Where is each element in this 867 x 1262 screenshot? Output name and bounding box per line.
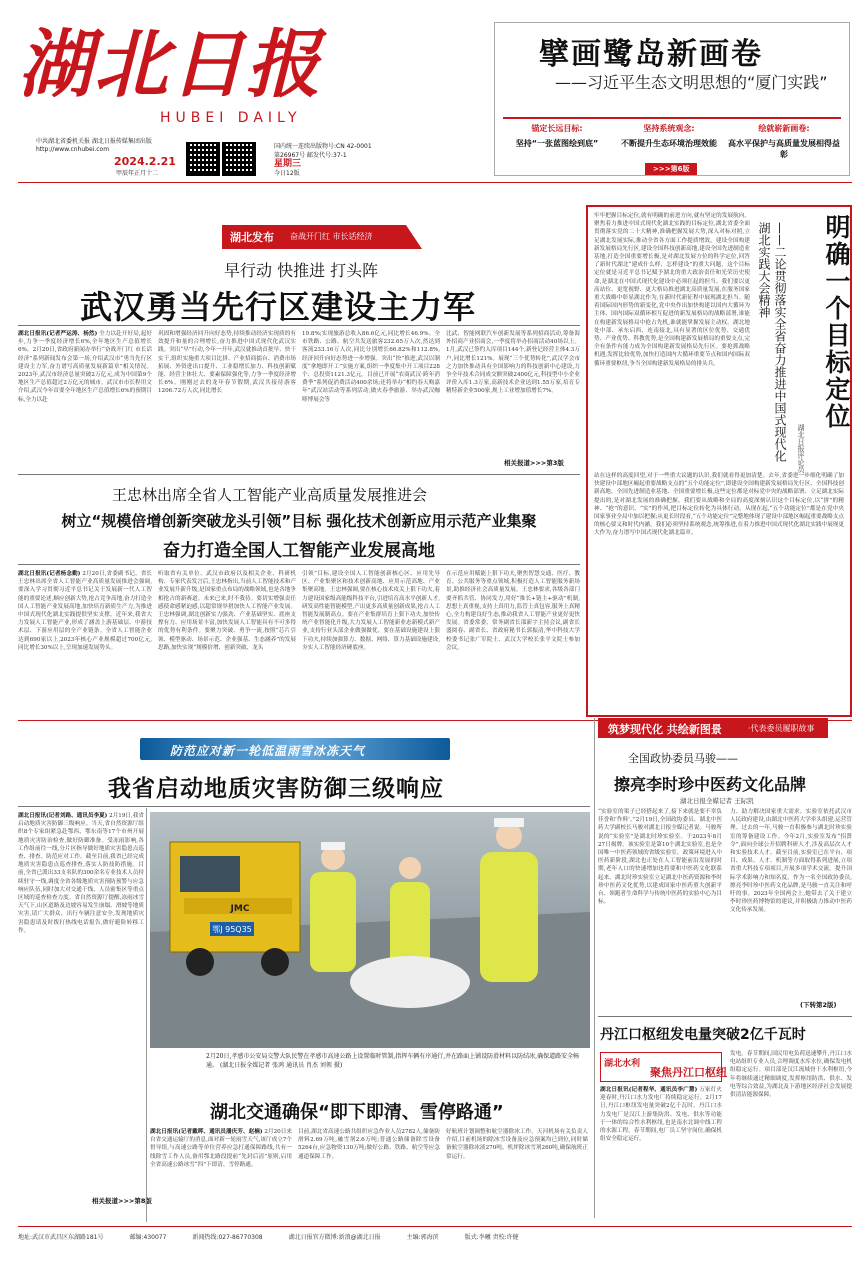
tea-col-2: 力、助力解决国家重大需求。实验室依托武汉市人民政府建设,由湖北中医药大学牵头组建,运营管理。过去的一年,马骏一直积极参与湖北时珍实验室的筹备建设工作。今年2月,实验室发布“招贤令”,面向全球公开招聘科研人才,涉及高层次人才和实验技术人才。截至目前,实验室已在平台、项目、成果、人才、机制等方面取得系列进展,立项省重大科技专项项目,开展多项学术交流。提升国际学术影响力和知名度。作为一名全国政协委员,擦亮李时珍中医药文化品牌,是马骏一直关注和呼吁的事。2023年全国两会上,她带去了关于建立李时珍医药博物馆的建议,并积极助力推动中医药文化传承发展。 xyxy=(730,809,852,914)
traffic-col-3: 好航班计划调整和航空器除冰工作。天河机场有关负责人介绍,目前机场的除冰雪设备及应急预案均已到位,同时储备航空器除冰液270吨、机坪除冰雪剂260吨,确保航班正常运行。 xyxy=(446,1129,588,1160)
headline-more-link[interactable]: >>>第6版 xyxy=(645,163,697,175)
danjiang-col-2: 发电。春节期间,国民用电负荷迅速攀升,丹江口水电站组织专业人员,合理调度水库水位,确保发电机组稳定运行。项目部是汉江流域骨干水利枢纽,今年将继续通过精细调度,发挥枢纽防洪、供水、发电等综合效益,为湖北及下游地区经济社会发展提供清洁能源保障。 xyxy=(730,1051,852,1099)
page-count: 今日12版 xyxy=(274,170,300,177)
headline-point-2 xyxy=(613,123,725,160)
commentary-body-2: 站在这样的高度回望,对于一些重大议题的认识,我们就看得更加清楚。去年,省委进一步细化明确了加快建设中部地区崛起重要战略支点的“五个功能定位”,即建设全国构建新发展格局先行区、全国科技创新高地、全国先进制造业基地、全国重要增长极,这些定位都是对标党中央的战略部署、立足湖北实际提出的,是对湖北发展的准确把握。我们要从战略和全局的高度深刻认识这个目标定位,以“拼”的精神、“抢”的意识、“实”的作风,把目标定位转化为具体行动。从现在起,“五个功能定位”都是在党中央国家事业全局中加以把握;从更长时段看,“五个功能定位”完整地体现了建设中部地区崛起重要战略支点的核心要义和时代内涵。我们必须坚持系统观念,统筹推进,在着力推进中国式现代化湖北实践中展现更大作为,奋力谱写中国式现代化湖北篇章。 xyxy=(594,473,844,537)
point-label: 锚定长远目标: xyxy=(531,124,583,133)
photo-truck-brand: JMC xyxy=(230,904,250,914)
geo-text: 2月19日,我省启动地质灾害防御三级响应。当天,省自然资源厅组织8个专家组紧急赴鄂西、鄂东南等17个市州开展地质灾害防治检查,做好防御准备。受冻雨影响,各工作组前往一线,分片区指导做好地质灾害隐患点巡查、排查、防范应对工作。截至目前,我省已经完成地质灾害隐患点巡查排查,落实人防技防措施。目前,全省已派出33支名队的300余名专业技术人员持续驻守一线,调度全省各级地质灾害预防预警与应急响应队伍,同时加大对交通干线、人员密集区等重点区域的巡查检查力度。省自然资源厅提醒,冻雨冰雪天气下,山区道路及边坡容易发生崩塌、滑坡等地质灾害,请广大群众、出行车辆注意安全,发现地质灾害隐患请及时拨打热线电话报告,做好避险转移工作。 xyxy=(18,813,144,934)
headline-point-3 xyxy=(725,123,843,160)
release-brand: 湖北发布 xyxy=(230,231,274,244)
commentary-body-1: 牢牢把握目标定位,就有明确的前进方向,就有坚定的发展航向。聚焦着力推进中国式现代化湖北实践的目标定位,湖北省委全面贯彻落实党的二十大精神,准确把握发展大势,深入对标对照,立足湖北发展实际,推动全省各方面工作提质增效。建设全国构建新发展格局先行区,建设全国科技创新高地,建设全国先进制造业基地,打造全国重要增长极,是对湖北发展方位的科学定位,回答了新时代湖北“建成什么样、怎样建设”的重大问题。这个目标定位就是习近平总书记赋予湖北的重大政治责任和光荣历史使命,是湖北在中国式现代化建设中必须扛起的担当。我们要以更高站位、更宽视野、更大格局推进湖北高质量发展,在服务国家重大战略中彰显湖北作为,在新时代新征程中展现湖北担当。随着国际国内形势的新变化,党中央作出加快构建以国内大循环为主体、国内国际双循环相互促进的新发展格局的战略部署,谁能在构建新发展格局中抢占先机,谁就能掌握发展主动权。湖北地处中部、承东启西、连南接北,具有显著的区位优势、交通优势、产业优势、科教优势,是全国构建新发展格局的重要支点,完全有条件有能力成为全国构建新发展格局先行区。要抢抓战略机遇,发挥比较优势,加快打造国内大循环重要节点和国内国际双循环重要枢纽,争当全国构建新发展格局的排头兵。 xyxy=(594,213,750,367)
masthead-logo xyxy=(18,20,488,120)
headline-box-subtitle: ——习近平生态文明思想的“厦门实践” xyxy=(555,73,828,92)
release-tagline: 奋战开门红 市长话经济 xyxy=(290,232,373,241)
masthead-info xyxy=(36,138,206,154)
tea-band-tail: ·代表委员履职故事 xyxy=(748,724,815,733)
frost-banner-text: 防范应对新一轮低温雨雪冰冻天气 xyxy=(170,744,366,758)
photo-scene xyxy=(150,812,590,1048)
wuhan-title[interactable]: 武汉勇当先行区建设主力军 xyxy=(80,288,477,326)
issue-date: 2024.2.21 xyxy=(114,155,176,168)
footer-tel: 新闻热线:027-86770308 xyxy=(192,1234,263,1241)
geo-more-link[interactable]: 相关报道>>>第8版 xyxy=(92,1197,152,1205)
photo-plate: 鄂J 95Q35 xyxy=(212,925,252,934)
traffic-col-2: 目前,湖北省高速公路共组织应急作业人员2782人,储备防滑料2.69万吨,融雪剂2.6万吨;普通公路储备除雪设备5264台,应急物资130万吨;做好公路、铁路、航空等应急通道保障工作。 xyxy=(298,1129,440,1160)
tea-kicker: 全国政协委员马骏—— xyxy=(628,752,738,765)
ai-text: 2月20日,省委副书记、省长王忠林出席全省人工智能产业高质量发展推进会强调,要深入学习贯彻习近平总书记关于发展新一代人工智能的重要论述,顺应创新大势,抢占竞争高地,奋力打造全国人工智能产业发展高地,加快培育新质生产力,为推进中国式现代化湖北实践提供坚实支撑。近年来,我省大力发展人工智能产业,形成了涵盖上游基础层、中游技术层、下游应用层的全产业链条。全省人工智能企业达到690家以上,2023年核心产业规模超过700亿元,同比增长30%以上,呈现加速发展势头。 xyxy=(18,571,152,651)
footer-editor: 主编:郭海滨 xyxy=(406,1234,439,1241)
wuhan-col-3: 19.8%;实现旅游总收入86.6亿元,同比增长46.9%。全市铁路、公路、航空共发送旅客232.65万人次,然达到客流233.16万人次,同比分别增长66.82%和112.8%,经济回升向好态势进一步增强。突出“快”推进,武汉以制度“拿地即开工”实施方案,组织一季度集中开工项目228个、总投资1121.3亿元。目前已开展“农商武汉·跨年消费季”系列促消费活动400余场;还将举办“相约春天购嘉年”武汉站活动等系列活动,做火春季旅游、举办武汉咖啡博展会等 xyxy=(302,331,440,403)
masthead-pinyin: HUBEI DAILY xyxy=(160,110,302,126)
danjiang-byline: 湖北日报讯(记者程华、通讯员李广慧) xyxy=(600,1087,698,1093)
headline-point-1 xyxy=(501,123,613,160)
ai-col-1 xyxy=(18,570,152,714)
website-link[interactable]: http://www.cnhubei.com xyxy=(36,146,110,153)
ai-col-2: 听取省有关单位、武汉市政府以及相关企业、科研机构、专家代表发言后,王忠林指出,当前人工智能技术和产业发展升新升级,是国家重点布局的战略领域,也是各地争相抢占的新赛道。未来已来,时不我待。要切实增强责任感使命感紧迫感,以超常规举措加快人工智能产业发展。王忠林强调,湖北创新实力强劲、产业基础坚实、底座支撑有力、应用场景丰富,加快发展人工智能具有不可多得的优势有利条件。要聚力突破、勇争一流,按照“芯片引领、模型驱动、场景示范、企业强基、生态涵养”的发展思路,加快实现“规模倍增、创新突破、龙头 xyxy=(158,571,296,651)
tea-title[interactable]: 擦亮李时珍中医药文化品牌 xyxy=(614,775,807,794)
publisher-info: 中共湖北省委机关报 湖北日报传媒集团出版 xyxy=(36,138,152,145)
ai-byline: 湖北日报讯(记者杨念勤) xyxy=(18,571,81,577)
danjiang-text: 万家灯火迎春时,丹江口水力发电厂持续稳定运行。2月17日,丹江口枢纽发电量突破2亿千瓦时。丹江口水力发电厂是汉江上游集防洪、发电、供水等功能于一体的综合性水利枢纽,也是南水北调中线工程的水源工程。春节期间,电厂员工坚守岗位,确保机组安全稳定运行。 xyxy=(600,1087,722,1143)
traffic-byline: 湖北日报讯(记者戴晖、通讯员潘庆芳、赵楠) xyxy=(150,1129,263,1135)
wuhan-text: 全力以赴开好局,起好步,力争一季度经济增长6%,全年地区生产总值增长6%。2月20日,省政府新闻办举行“奋战开门红 市长话经济”系列新闻发布会第一场,介绍武汉市“勇当先行区建设主力军,奋力谱写高质量发展新篇章”相关情况。2023年,武汉市经济总量突破2万亿元,成为中国第9个地区生产总值超过2万亿元的城市。武汉市市长程用文介绍,武汉今年首要全年地区生产总值增长6%的预期目标,全力以赴 xyxy=(18,331,152,403)
danjiang-badge-text: 聚焦丹江口枢纽 xyxy=(650,1066,727,1079)
issue-number: 第26967号 邮发代号:37-1 xyxy=(274,152,347,159)
point-text: 不断提升生态环境治理效能 xyxy=(621,139,717,148)
danjiang-title[interactable]: 丹江口枢纽发电量突破2亿千瓦时 xyxy=(600,1027,806,1043)
commentary-title: 明确一个目标定位 xyxy=(822,214,851,430)
wuhan-more-link[interactable]: 相关报道>>>第3版 xyxy=(504,459,564,467)
qr-code-2 xyxy=(222,142,256,176)
wuhan-byline: 湖北日报讯(记者严运涛、杨然) xyxy=(18,331,98,337)
wuhan-col-2: 巩固和增强经济回升向好态势,持续推动经济实现质的有效提升和量的合理增长,奋力推进中国式现代化武汉实践。突出“早”行动,今年一开年,武汉就推动首批早、快干实干,组织实施重大项目比拼、产业招商擂台、消费市场拓展、外资进出口提升、工业稳增长加力、科技创新赋能、经营主体壮大、要素保障强化等,力争一季度经济增长6%。刚刚过去的龙年春节假期,武汉共接待游客1206.72万人次,同比增长 xyxy=(158,331,296,395)
traffic-title[interactable]: 湖北交通确保“即下即清、雪停路通” xyxy=(210,1102,504,1123)
ai-title-line-2[interactable]: 奋力打造全国人工智能产业发展高地 xyxy=(163,541,435,561)
point-text: 高水平保护与高质量发展相得益彰 xyxy=(728,139,840,159)
ai-col-3: 引领”目标,建设全国人工智能创新核心区、应用先导区、产业集聚区和技术创新高地、应用示范高地、产业集聚高地。王忠林强调,要在核心技术攻关上狠下功夫,着力建设国家级高能级科技平台,引进培育高水平创新人才,研发高性能智能模型,产出更多高质量创新成果,抢占人工智能发展制高点。要在产业集群培育上狠下功夫,加快传统产业智能化升级,大力发展人工智能新业态新模式新产业,支持行业头部企业做强做优。要在基础设施建设上狠下功夫,持续加强算力、数据、网络、算力基础设施建设,夯实人工智能经济硬底座。 xyxy=(302,571,440,651)
qr-code-1 xyxy=(186,142,220,176)
ai-col-4: 在示范应用赋能上狠下功夫,聚焦智慧交通、医疗、教育、公共服务等重点领域,积极打造人工智能服务新场景,助推经济社会高质量发展。王忠林要求,各级各部门要齐抓共管、协同发力,用好“推长+链主+驱动”机制,思想上真重视,支持上真用力,监管上真包容,服务上真精心,全力构建良好生态,推动我省人工智能产业更好更快发展。省委常委、常务副省长邵新宇主持会议,副省长盛阅春、副省长、省政府秘书长郭振清,华中科技大学校委书记张广军院士、武汉大学校长张平文院士参加会议。 xyxy=(446,571,580,651)
photo-caption-box xyxy=(206,1052,586,1082)
footer xyxy=(18,1232,852,1241)
photo-credit: (湖北日报全媒记者 张鸿 通讯员 肖杰 刘领 摄) xyxy=(219,1062,343,1069)
wuhan-kicker: 早行动 快推进 打头阵 xyxy=(224,261,379,280)
traffic-text: 2月20日来自省交通运输厅的消息,面对新一轮雨雪天气,该厅成立7个督导组,与高速公路等单位营养应急打通保障路线,共有一线除雪工作人员,备用鄂北路段提前“先封后清”原则,启用全省高速公路冰雪“四”下即清、雪停路通。 xyxy=(150,1129,292,1168)
photo-caption: 2月20日,孝感市公安局交警大队民警在孝感市高速公路上设置临时管制,指挥车辆有序通行,并在路面上铺设防滑材料以防结冰,确保道路安全畅通。 xyxy=(206,1053,580,1069)
geo-body xyxy=(18,812,144,1192)
footer-weibo[interactable]: 湖北日报官方微博:新浪@湖北日报 xyxy=(288,1234,381,1241)
weekday: 星期三 xyxy=(274,159,302,169)
worker-1 xyxy=(310,842,356,972)
danjiang-badge-label: 湖北水利 xyxy=(604,1059,641,1069)
cn-number: 国内统一连续出版物号:CN 42-0001 xyxy=(274,143,372,150)
headline-points xyxy=(501,123,843,160)
geo-byline: 湖北日报讯(记者刘路、通讯员李夏) xyxy=(18,813,108,819)
footer-address: 地址:武汉市武昌区东湖路181号 xyxy=(18,1234,104,1241)
danjiang-col-1 xyxy=(600,1086,722,1216)
tea-band-text: 筑梦现代化 共绘新图景 xyxy=(608,723,722,736)
footer-design: 版式:李曦 责校:许健 xyxy=(464,1234,519,1241)
headline-box[interactable] xyxy=(494,22,850,176)
ai-kicker: 王忠林出席全省人工智能产业高质量发展推进会 xyxy=(112,486,428,504)
commentary-subtitle: ——二论贯彻落实全省奋力推进中国式现代化湖北实践大会精神 xyxy=(757,222,787,462)
wuhan-col-4: 比武、智能网联汽车创新发展等系列招商活动,筹备海外招商产业招商会,一季度将举办招商活动40场以上。1月,武汉已签约入库项目144个,新登记经营主体4.3万户,同比增长121%。展现“三个优势转化”,武汉学会市之力加快推动具有全国影响力的科技创新中心建设,力争全年技术合同成交额突破2400亿元,科技型中小企业评价入库1.3万家,高新技术企业达到1.55万家,培育专精特新企业500家,规上工业增加值增长7%。 xyxy=(446,331,580,395)
commentary-byline: 湖北日报评论员 xyxy=(797,424,805,473)
wuhan-col-1 xyxy=(18,330,152,470)
worker-3 xyxy=(480,818,538,982)
traffic-col-1 xyxy=(150,1128,292,1220)
point-text: 坚持“一张蓝图绘到底” xyxy=(515,139,599,148)
worker-2 xyxy=(390,857,430,972)
news-photo xyxy=(150,812,590,1048)
tea-col-1: “实验室的架子已经搭起来了,接下来就是要不辜负佳誉和‘作料’。”2月19日,全国政协委员、湖北中医药大学副校长马骏对湖北日报全媒记者说。马骏所说的“实验室”是湖北时珍实验室。于2023年8月27日揭牌。该实验室是第10个湖北实验室,也是全国唯一中医药领域的省级实验室。政策环境进入中医药新阶段,湖北也正处在人工智能前沿发展的时期,老年人口的快速增加也将要和中医药文化联系起来。湖北时珍实验室立足湖北中医药资源和李时珍中医药文化优势,以建成国家中医药重大创新平台、领跑者生命科学与传统中医药的实验中心为目标。 xyxy=(598,809,722,906)
geo-title[interactable]: 我省启动地质灾害防御三级响应 xyxy=(108,776,444,802)
headline-box-title: 擘画鹭岛新画卷 xyxy=(539,37,763,72)
lunar-date: 甲辰年正月十二 xyxy=(116,170,159,177)
ai-title-line-1[interactable]: 树立“规模倍增创新突破龙头引领”目标 强化技术创新应用示范产业集聚 xyxy=(61,512,537,530)
tea-more-link[interactable]: (下转第2版) xyxy=(800,1001,837,1009)
tea-byline: 湖北日报全媒记者 王际凯 xyxy=(680,797,754,805)
masthead-logo-text: 湖北日报 xyxy=(18,22,322,108)
point-label: 绘就崭新画卷: xyxy=(758,124,810,133)
point-label: 坚持系统观念: xyxy=(643,124,695,133)
footer-zip: 邮编:430077 xyxy=(129,1234,167,1241)
masthead-pub-info xyxy=(274,142,474,178)
